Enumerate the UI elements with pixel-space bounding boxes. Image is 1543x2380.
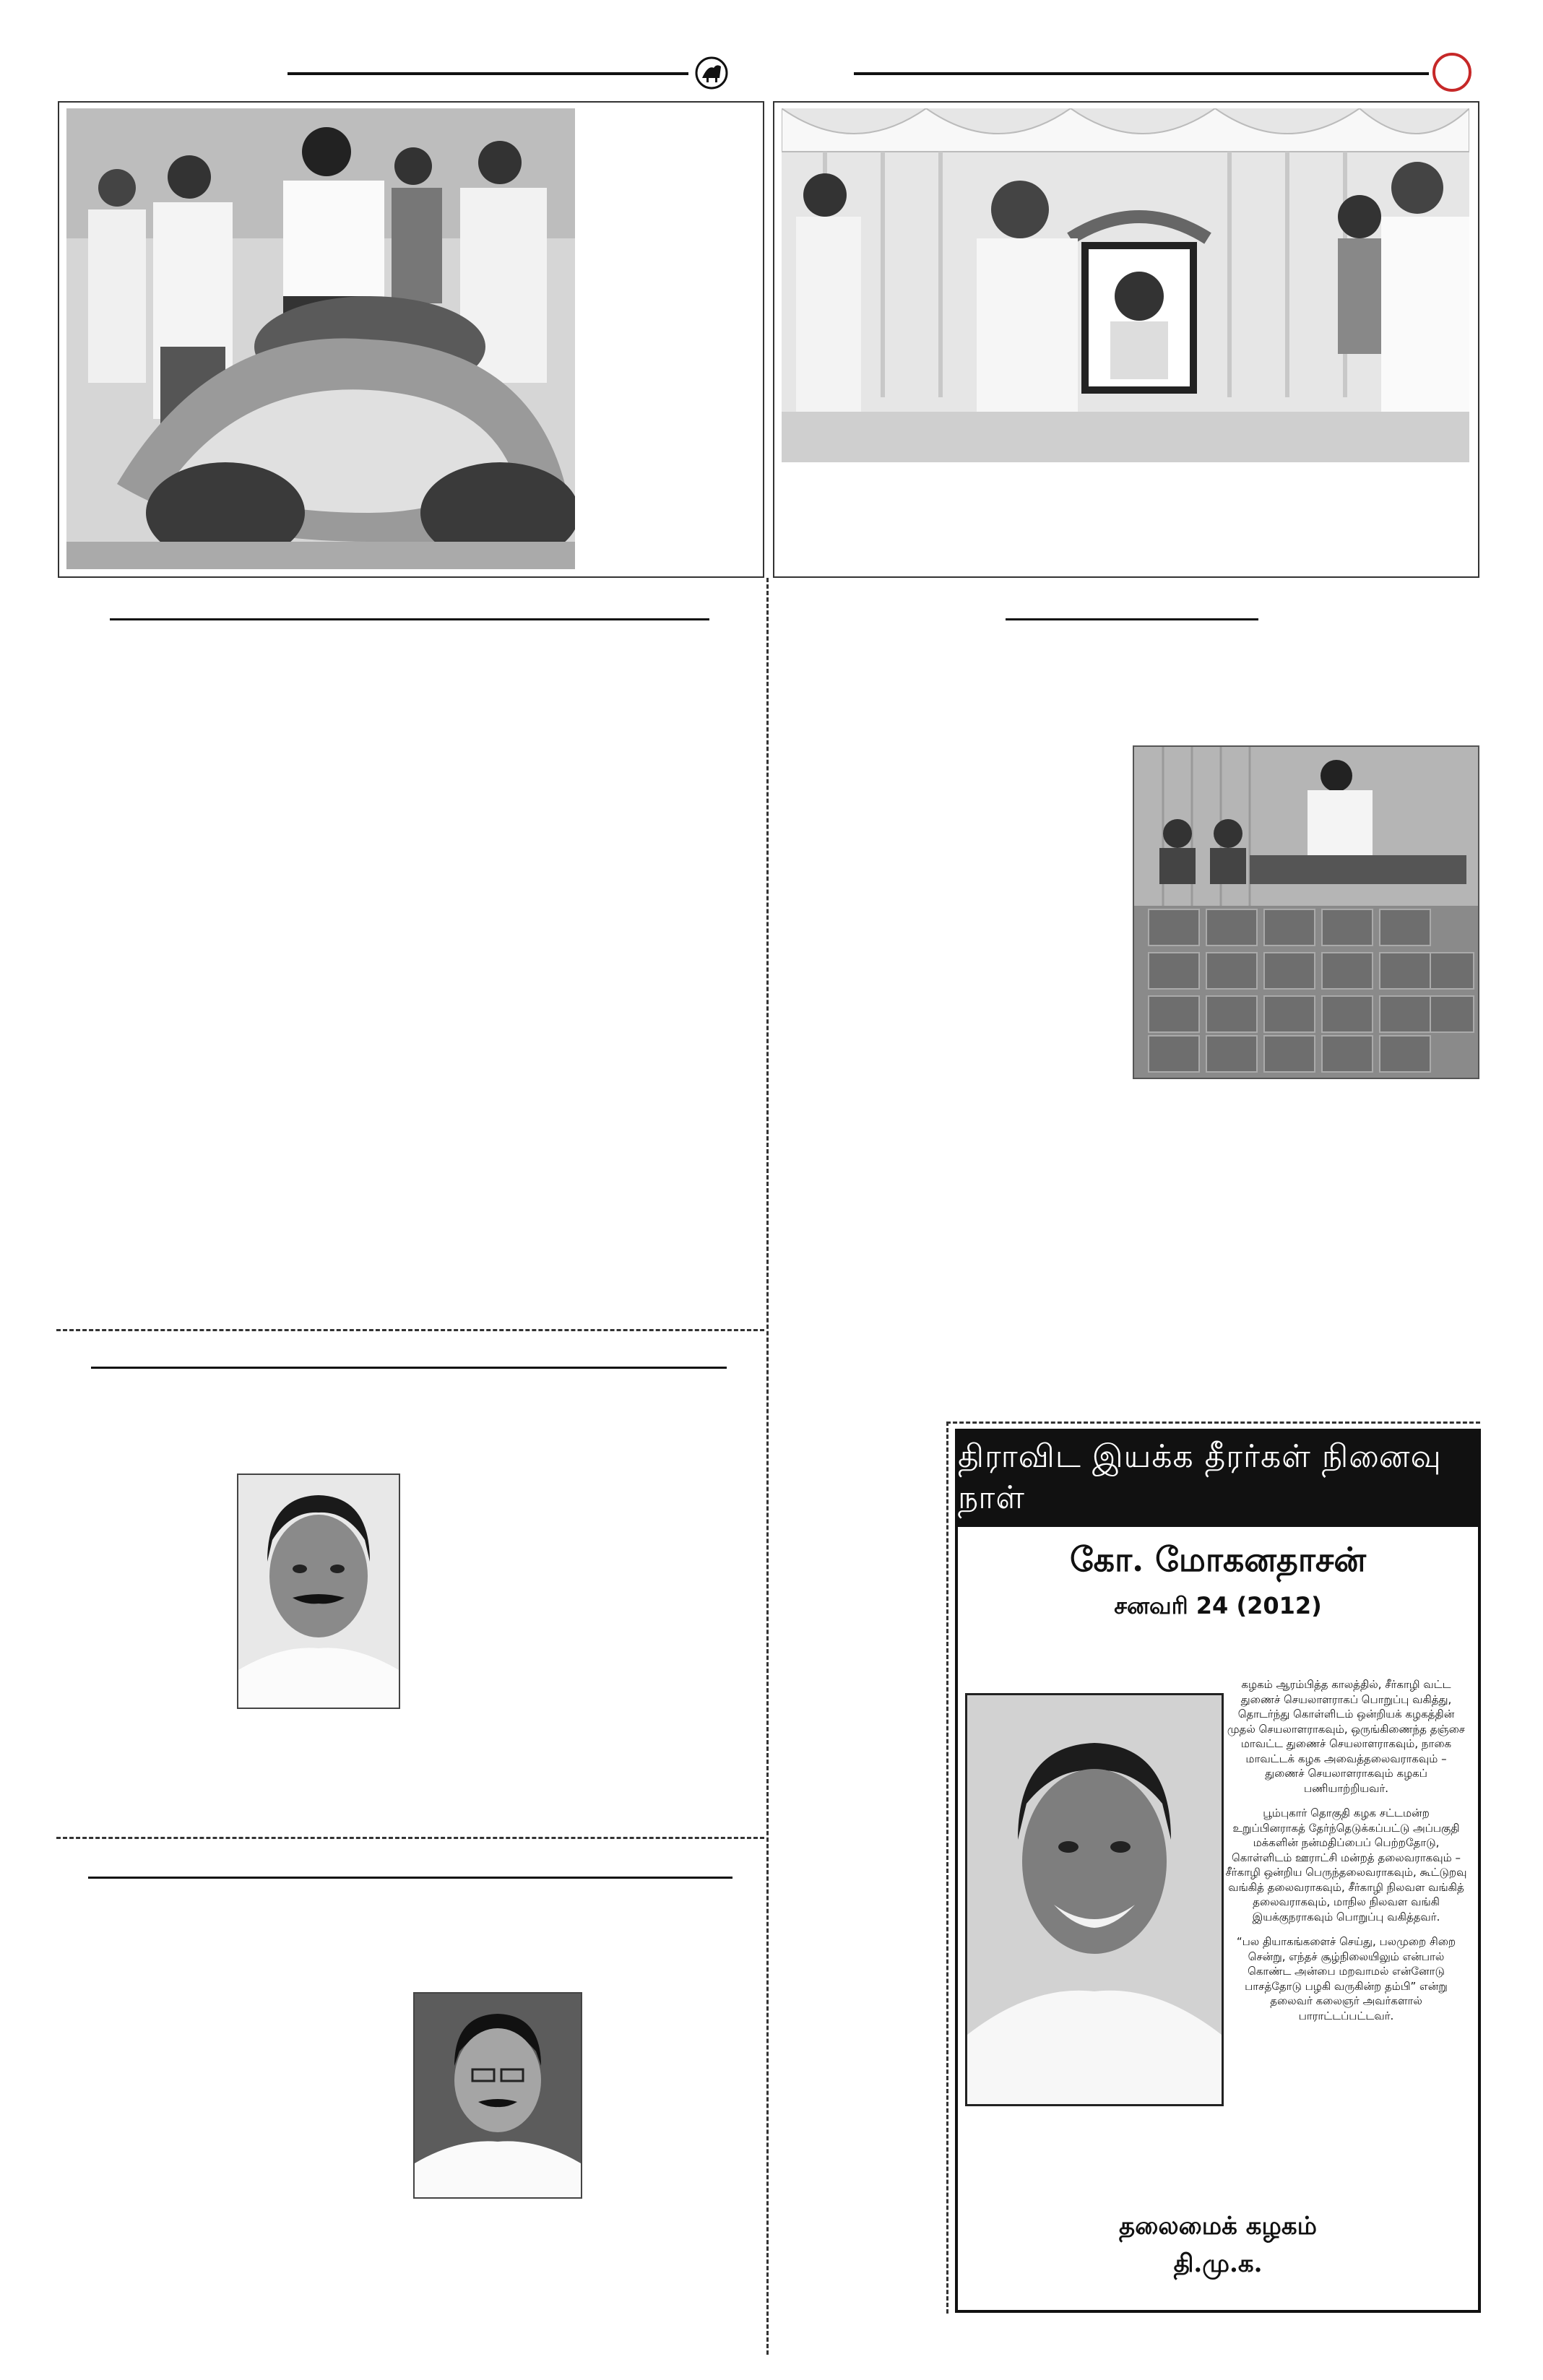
- rising-sun-emblem-icon: [695, 56, 728, 90]
- memorial-ad: [955, 1429, 1481, 2313]
- memorial-ad-text: [1225, 1677, 1467, 2033]
- memorial-portrait: [965, 1693, 1224, 2106]
- memorial-ad-paragraph-1: கழகம் ஆரம்பித்த காலத்தில், சீர்காழி வட்ட துணைச் செயலாளராகப் பொறுப்பு வகித்து, தொடர்ந்து கொள்ளிடம் ஒன்றியக் கழகத்தின் முதல் செயலாளராகவும், ஒருங்கிணைந்த தஞ்சை மாவட்ட துணைச் செயலாளராகவும், நாகை மாவட்டக் கழக அவைத்தலைவராகவும் – துணைச் செயலாளராகவும் கழகப் பணியாற்றியவர்.: [1227, 1678, 1466, 1795]
- video-conference-photo: [1133, 745, 1479, 1079]
- memorial-ad-footer-org: தலைமைக் கழகம்: [1119, 2212, 1317, 2241]
- funeral-tribute-photo: [66, 108, 575, 569]
- header-rule-right: [854, 72, 1429, 75]
- section-3-rule: [88, 1877, 732, 1879]
- memorial-ad-name: கோ. மோகனதாசன்: [1070, 1540, 1366, 1579]
- memorial-ad-footer-party: தி.மு.க.: [1173, 2249, 1263, 2278]
- section-divider-1: [56, 1329, 764, 1331]
- memorial-ad-date: சனவரி 24 (2012): [1114, 1592, 1322, 1619]
- header-rule-left: [288, 72, 688, 75]
- section-divider-2: [56, 1837, 764, 1839]
- portrait-1: [237, 1474, 400, 1709]
- portrait-tribute-photo: [782, 108, 1469, 462]
- portrait-2: [413, 1992, 582, 2199]
- memorial-ad-paragraph-2: பூம்புகார் தொகுதி கழக சட்டமன்ற உறுப்பினராகத் தேர்ந்தெடுக்கப்பட்டு அப்பகுதி மக்களின் நன்மதிப்பைப் பெற்றதோடு, கொள்ளிடம் ஊராட்சி மன்றத் தலைவராகவும் – சீர்காழி ஒன்றிய பெருந்தலைவராகவும், கூட்டுறவு வங்கித் தலைவராகவும், சீர்காழி நிலவள வங்கித் தலைவராகவும், மாநில நிலவள வங்கி இயக்குநராகவும் பொறுப்பு வகித்தவர்.: [1225, 1806, 1467, 1924]
- page-badge-icon: [1432, 52, 1472, 92]
- right-headline-rule: [1006, 618, 1258, 620]
- memorial-ad-banner: திராவிட இயக்க தீரர்கள் நினைவு நாள்: [958, 1432, 1478, 1527]
- memorial-ad-paragraph-3: “பல தியாகங்களைச் செய்து, பலமுறை சிறை சென்று, எந்தச் சூழ்நிலையிலும் என்பால் கொண்ட அன்பை மறவாமல் என்னோடு பாசத்தோடு பழகி வருகின்ற தம்பி” என்று தலைவர் கலைஞர் அவர்களால் பாராட்டப்பட்டவர்.: [1236, 1935, 1456, 2022]
- column-divider: [766, 578, 769, 2355]
- section-2-rule: [91, 1367, 727, 1369]
- left-headline-rule: [110, 618, 709, 620]
